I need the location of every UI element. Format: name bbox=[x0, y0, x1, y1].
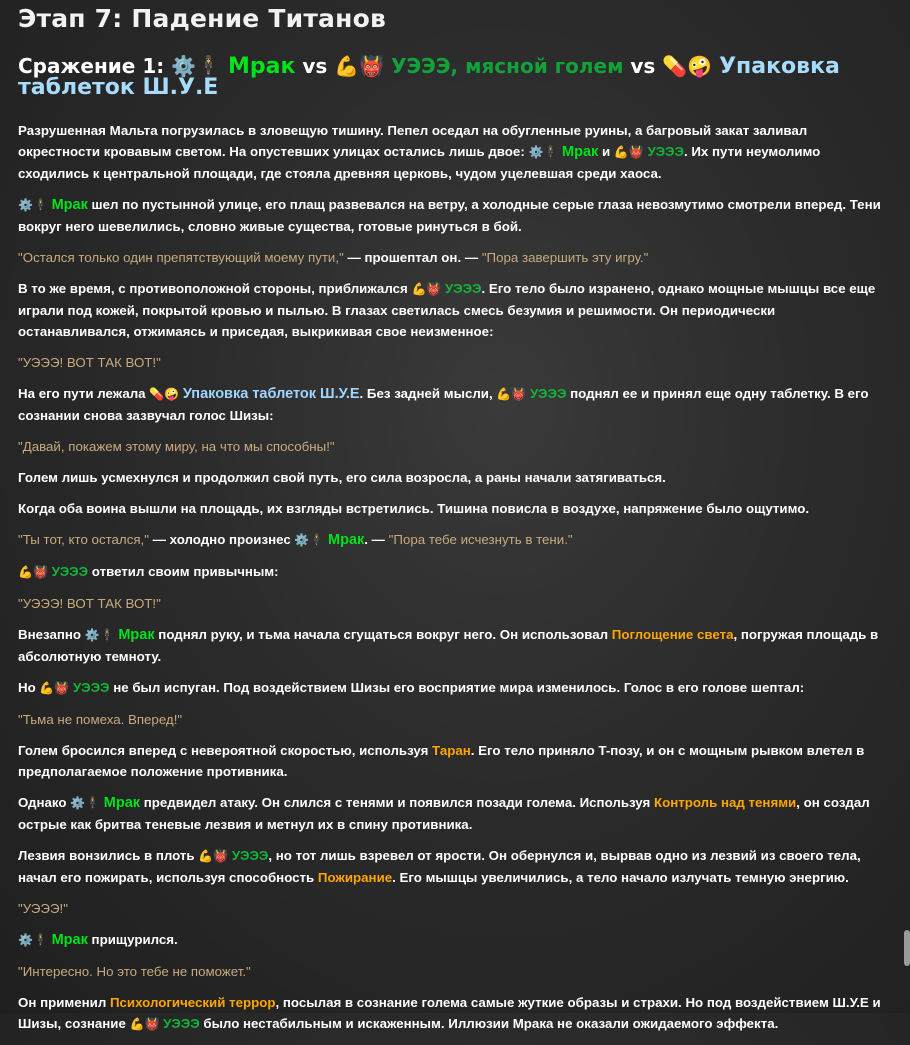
paragraph: Он применил Психологический террор, посылая в сознание голема самые жуткие образы и страхи. Но под воздействием Ш.У.Е и Шизы, сознание 💪👹 УЭЭЭ было нестабильным и искаженным. Иллюзии Мрака не оказали ожидаемого эффекта. bbox=[18, 995, 881, 1031]
quote: "УЭЭЭ!" bbox=[18, 901, 68, 916]
battle-heading bbox=[18, 56, 878, 98]
gear-icon: ⚙️🕴 bbox=[18, 933, 48, 947]
paragraph: ⚙️🕴 Мрак прищурился. bbox=[18, 932, 178, 948]
story-content bbox=[18, 120, 884, 1045]
quote: "Интересно. Но это тебе не поможет." bbox=[18, 964, 251, 979]
paragraph: Однако ⚙️🕴 Мрак предвидел атаку. Он слился с тенями и появился позади голема. Используя Контроль над тенями, он создал острые как бритва теневые лезвия и метнул их в спину противника. bbox=[18, 795, 870, 832]
muscle-icon: 💪👹 bbox=[334, 54, 385, 78]
quote: "Ты тот, кто остался," — холодно произнес ⚙️🕴 Мрак. — "Пора тебе исчезнуть в тени." bbox=[18, 532, 573, 548]
muscle-icon: 💪👹 bbox=[496, 387, 527, 401]
paragraph: В то же время, с противоположной стороны, приближался 💪👹 УЭЭЭ. Его тело было изранено, однако мощные мышцы все еще играли под кожей, покрытой кровью и пылью. В глазах светилась смесь безумия и решимости. Он периодически останавливался, отжимаясь и приседая, выкрикивая свое неизменное: bbox=[18, 281, 876, 339]
golem-name: УЭЭЭ bbox=[231, 848, 269, 863]
gear-icon: ⚙️🕴 bbox=[18, 198, 48, 212]
paragraph: Лезвия вонзились в плоть 💪👹 УЭЭЭ, но тот лишь взревел от ярости. Он обернулся и, вырвав одно из лезвий из своего тела, начал его пожирать, используя способность Пожирание. Его мышцы увеличились, а тело начало излучать темную энергию. bbox=[18, 848, 861, 885]
golem-name: УЭЭЭ bbox=[51, 564, 89, 579]
muscle-icon: 💪👹 bbox=[39, 681, 70, 695]
quote: "Давай, покажем этому миру, на что мы способны!" bbox=[18, 439, 335, 454]
scrollbar-thumb[interactable] bbox=[904, 930, 910, 966]
ability-name: Контроль над тенями bbox=[653, 795, 797, 810]
ability-name: Пожирание bbox=[317, 870, 393, 885]
golem-name: УЭЭЭ, мясной голем bbox=[391, 54, 624, 78]
quote: "Остался только один препятствующий моему пути," — прошептал он. — "Пора завершить эту игру." bbox=[18, 250, 649, 265]
muscle-icon: 💪👹 bbox=[129, 1017, 160, 1031]
gear-icon: ⚙️🕴 bbox=[70, 796, 101, 810]
pill-icon: 💊🤪 bbox=[662, 54, 713, 78]
stage-title: Этап 7: Падение Титанов bbox=[18, 4, 386, 33]
golem-name: УЭЭЭ bbox=[529, 386, 567, 401]
muscle-icon: 💪👹 bbox=[613, 145, 644, 159]
quote: "УЭЭЭ! ВОТ ТАК ВОТ!" bbox=[18, 355, 161, 370]
mrak-name: Мрак bbox=[562, 144, 599, 160]
paragraph: Когда оба воина вышли на площадь, их взгляды встретились. Тишина повисла в воздухе, напряжение было ощутимо. bbox=[18, 501, 810, 516]
battle-prefix: Сражение 1: bbox=[18, 54, 165, 78]
gear-icon: ⚙️🕴 bbox=[294, 533, 325, 547]
paragraph: 💪👹 УЭЭЭ ответил своим привычным: bbox=[18, 564, 279, 579]
pack-name: Упаковка таблеток Ш.У.Е bbox=[182, 386, 360, 402]
gear-icon: ⚙️🕴 bbox=[84, 628, 115, 642]
gear-icon: ⚙️🕴 bbox=[528, 145, 559, 159]
muscle-icon: 💪👹 bbox=[411, 282, 442, 296]
golem-name: УЭЭЭ bbox=[73, 680, 110, 695]
mrak-name: Мрак bbox=[51, 932, 88, 948]
paragraph: ⚙️🕴 Мрак шел по пустынной улице, его плащ развевался на ветру, а холодные серые глаза невозмутимо смотрели вперед. Тени вокруг него шевелились, словно живые существа, готовые ринуться в бой. bbox=[18, 197, 881, 234]
paragraph: Внезапно ⚙️🕴 Мрак поднял руку, и тьма начала сгущаться вокруг него. Он использовал Поглощение света, погружая площадь в абсолютную темноту. bbox=[18, 627, 879, 664]
muscle-icon: 💪👹 bbox=[198, 849, 229, 863]
muscle-icon: 💪👹 bbox=[18, 565, 48, 579]
quote: "Тьма не помеха. Вперед!" bbox=[18, 712, 183, 727]
pack-name: Упаковка таблеток Ш.У.Е bbox=[18, 54, 840, 100]
paragraph: Разрушенная Мальта погрузилась в зловещую тишину. Пепел оседал на обугленные руины, а багровый закат заливал окрестности кровавым светом. На опустевших улицах остались лишь двое: ⚙️🕴 Мрак и 💪👹 УЭЭЭ. Их пути неумолимо сходились к центральной площади, где стояла древняя церковь, чудом уцелевшая среди хаоса. bbox=[18, 123, 821, 181]
golem-name: УЭЭЭ bbox=[163, 1016, 200, 1031]
ability-name: Поглощение света bbox=[611, 627, 734, 642]
mrak-name: Мрак bbox=[227, 54, 296, 79]
pill-icon: 💊🤪 bbox=[149, 387, 180, 401]
ability-name: Таран bbox=[432, 743, 471, 758]
mrak-name: Мрак bbox=[328, 532, 365, 548]
paragraph: Голем лишь усмехнулся и продолжил свой путь, его сила возросла, а раны начали затягиваться. bbox=[18, 470, 666, 485]
mrak-name: Мрак bbox=[118, 627, 155, 643]
vs-label: vs bbox=[302, 54, 328, 78]
gear-icon: ⚙️🕴 bbox=[171, 54, 222, 78]
ability-name: Психологический террор bbox=[109, 995, 276, 1010]
paragraph: Голем бросился вперед с невероятной скоростью, используя Таран. Его тело приняло T-позу, и он с мощным рывком влетел в предполагаемое положение противника. bbox=[18, 743, 865, 779]
vs-label: vs bbox=[630, 54, 656, 78]
mrak-name: Мрак bbox=[103, 795, 141, 811]
paragraph: Но 💪👹 УЭЭЭ не был испуган. Под воздействием Шизы его восприятие мира изменилось. Голос в его голове шептал: bbox=[18, 680, 805, 695]
quote: "УЭЭЭ! ВОТ ТАК ВОТ!" bbox=[18, 596, 161, 611]
mrak-name: Мрак bbox=[51, 197, 88, 213]
paragraph: На его пути лежала 💊🤪 Упаковка таблеток Ш.У.Е. Без задней мысли, 💪👹 УЭЭЭ поднял ее и принял еще одну таблетку. В его сознании снова зазвучал голос Шизы: bbox=[18, 386, 869, 423]
golem-name: УЭЭЭ bbox=[647, 144, 684, 159]
golem-name: УЭЭЭ bbox=[445, 281, 482, 296]
